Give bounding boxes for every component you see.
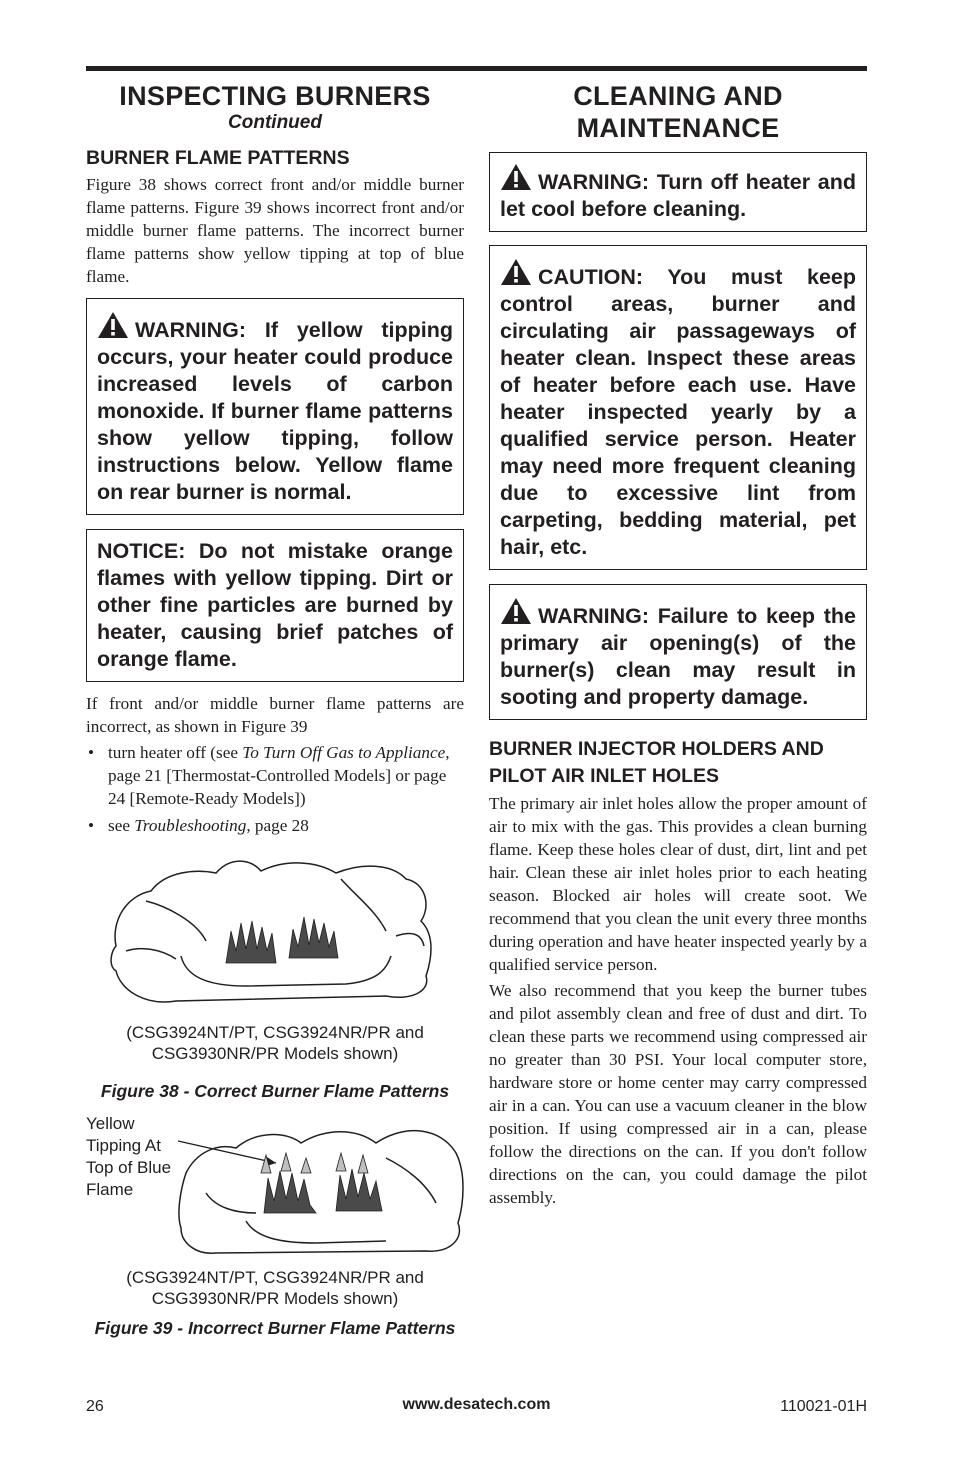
figure-38-caption: (CSG3924NT/PT, CSG3924NR/PR and CSG3930NR/PR Models shown)	[126, 1023, 424, 1063]
page-footer	[86, 1394, 867, 1418]
figure-39-caption: (CSG3924NT/PT, CSG3924NR/PR and CSG3930NR/PR Models shown)	[126, 1268, 424, 1308]
warning-box-text: WARNING: Turn off heater and let cool before cleaning.	[500, 170, 856, 221]
warning-triangle-icon	[500, 258, 532, 286]
compressed-air-paragraph: We also recommend that you keep the burner tubes and pilot assembly clean and free of dust and dirt. To clean these parts we recommend using compressed air no greater than 30 PSI. Your local computer store, hardware store or home center may carry compressed air in a can. You can use a vacuum cleaner in the blow position. If using compressed air in a can, please follow the directions on the can. If you don't follow directions on the can, you could damage the pilot assembly.	[489, 981, 867, 1207]
caution-box-text: CAUTION: You must keep control areas, burner and circulating air passageways of heater clean. Inspect these areas of heater before each use. Have heater inspected yearly by a qualified service person. Heater may need more frequent cleaning due to excessive lint from carpeting, bedding material, pet hair, etc.	[500, 265, 856, 559]
list-item	[86, 814, 464, 837]
page-number: 26	[86, 1398, 104, 1415]
figure-39-illustration	[86, 1113, 464, 1263]
top-rule	[86, 66, 867, 71]
left-column	[86, 78, 464, 1340]
warning-triangle-icon	[500, 163, 532, 191]
bullet-link-text: To Turn Off Gas to Appliance	[242, 743, 446, 762]
notice-box-text: NOTICE: Do not mistake orange flames with yellow tipping. Dirt or other fine particles are burned by heater, causing brief patches of orange flame.	[97, 539, 453, 671]
section-title-cleaning: CLEANING AND MAINTENANCE	[573, 81, 783, 143]
document-number: 110021-01H	[780, 1398, 867, 1415]
heading-injector-holders: BURNER INJECTOR HOLDERS AND PILOT AIR INLET HOLES	[489, 738, 824, 787]
figure-39-callout-label: Yellow Tipping At Top of Blue Flame	[86, 1114, 172, 1199]
warning-box-text: WARNING: If yellow tipping occurs, your heater could produce increased levels of carbon monoxide. If burner flame patterns show yellow tipping, follow instructions below. Yellow flame on rear burner is normal.	[97, 318, 453, 504]
bullet-text: , page 21 [Thermostat-Controlled Models] or page 24 [Remote-Ready Models])	[108, 743, 450, 808]
air-inlet-paragraph: The primary air inlet holes allow the proper amount of air to mix with the gas. This provides a clean burning flame. Keep these holes clear of dust, dirt, lint and pet hair. Clean these air inlet holes prior to each heating season. Blocked air holes will create soot. We recommend that you clean the unit every three months during operation and have heater inspected yearly by a qualified service person.	[489, 794, 867, 974]
bullet-text: , page 28	[246, 816, 309, 835]
section-subtitle-continued: Continued	[228, 112, 322, 133]
warning-box-text: WARNING: Failure to keep the primary air opening(s) of the burner(s) clean may result in sooting and property damage.	[500, 604, 856, 709]
bullet-link-text: Troubleshooting	[134, 816, 247, 835]
after-notice-paragraph: If front and/or middle burner flame patterns are incorrect, as shown in Figure 39	[86, 694, 464, 736]
warning-box-yellow-tipping	[86, 298, 464, 515]
website-link[interactable]: www.desatech.com	[402, 1396, 551, 1413]
figure-38-illustration	[86, 851, 464, 1021]
warning-triangle-icon	[500, 597, 532, 625]
notice-box-orange-flames	[86, 529, 464, 682]
section-title-inspecting: INSPECTING BURNERS	[119, 81, 431, 111]
bullet-text: turn heater off (see	[108, 743, 243, 762]
list-item	[86, 741, 464, 810]
bullet-list	[86, 741, 464, 837]
burner-logs-incorrect-image	[86, 1113, 464, 1263]
warning-box-turn-off-heater	[489, 152, 867, 232]
burner-logs-correct-image	[86, 851, 464, 1021]
heading-burner-flame-patterns: BURNER FLAME PATTERNS	[86, 147, 350, 169]
figure-39-title: Figure 39 - Incorrect Burner Flame Patterns	[94, 1318, 456, 1338]
figure-38-title: Figure 38 - Correct Burner Flame Patterns	[100, 1081, 450, 1101]
right-column	[489, 78, 867, 1209]
warning-triangle-icon	[97, 311, 129, 339]
bullet-text: see	[108, 816, 135, 835]
intro-paragraph: Figure 38 shows correct front and/or middle burner flame patterns. Figure 39 shows incorrect front and/or middle burner flame patterns. The incorrect burner flame patterns show yellow tipping at top of blue flame.	[86, 175, 464, 286]
caution-box-clean-areas	[489, 245, 867, 570]
warning-box-primary-air	[489, 584, 867, 720]
